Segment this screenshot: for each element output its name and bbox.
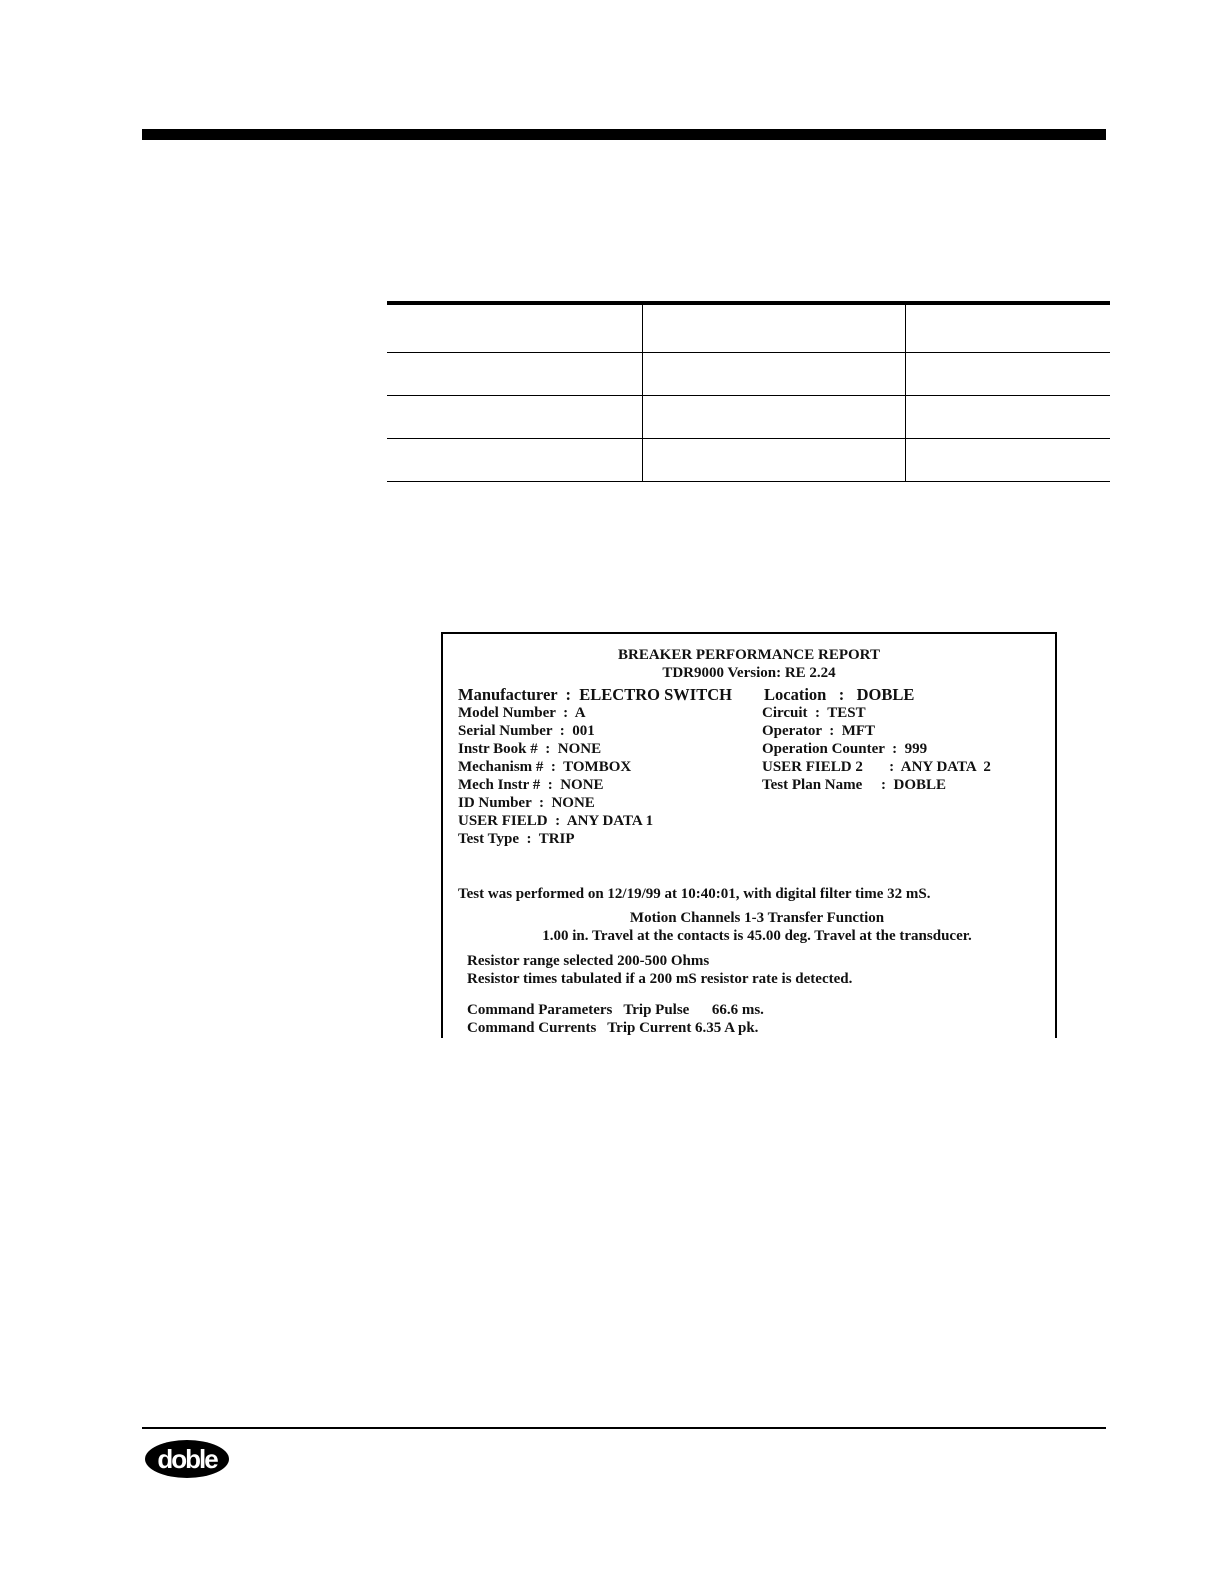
field-model-number: Model Number : A (458, 705, 586, 721)
field-manufacturer: Manufacturer : ELECTRO SWITCH (458, 685, 732, 704)
table-cell (642, 303, 905, 353)
table-cell (642, 396, 905, 439)
resistor-times: Resistor times tabulated if a 200 mS resistor rate is detected. (467, 971, 853, 987)
table-cell (642, 439, 905, 482)
field-instr-book: Instr Book # : NONE (458, 741, 602, 757)
report-title: BREAKER PERFORMANCE REPORT (618, 647, 880, 663)
field-circuit: Circuit : TEST (762, 705, 866, 721)
table-cell (387, 303, 642, 353)
command-parameters: Command Parameters Trip Pulse 66.6 ms. (467, 1002, 764, 1018)
header-rule (142, 129, 1106, 140)
logo-text: doble (157, 1444, 217, 1474)
field-user-field-2: USER FIELD 2 : ANY DATA 2 (762, 759, 991, 775)
field-location: Location : DOBLE (764, 685, 915, 704)
field-mechanism: Mechanism # : TOMBOX (458, 759, 632, 775)
table-cell (905, 439, 1110, 482)
table-row (387, 439, 1110, 482)
field-id-number: ID Number : NONE (458, 795, 595, 811)
field-operation-counter: Operation Counter : 999 (762, 741, 928, 757)
resistor-range: Resistor range selected 200-500 Ohms (467, 953, 710, 969)
doble-logo (144, 1439, 230, 1479)
footer-rule (142, 1427, 1106, 1429)
field-test-plan-name: Test Plan Name : DOBLE (762, 777, 947, 793)
motion-title: Motion Channels 1-3 Transfer Function (629, 910, 885, 926)
table-cell (387, 439, 642, 482)
table-cell (387, 353, 642, 396)
table-cell (642, 353, 905, 396)
field-user-field: USER FIELD : ANY DATA 1 (458, 813, 654, 829)
table-cell (905, 303, 1110, 353)
table-cell (905, 353, 1110, 396)
report-version: TDR9000 Version: RE 2.24 (662, 665, 836, 681)
motion-detail: 1.00 in. Travel at the contacts is 45.00 deg. Travel at the transducer. (542, 928, 972, 944)
table-row (387, 353, 1110, 396)
field-test-type: Test Type : TRIP (458, 831, 575, 847)
breaker-performance-report (441, 632, 1057, 1038)
table-header-row (387, 303, 1110, 353)
field-operator: Operator : MFT (762, 723, 876, 739)
field-mech-instr: Mech Instr # : NONE (458, 777, 604, 793)
table-row (387, 396, 1110, 439)
command-currents: Command Currents Trip Current 6.35 A pk. (467, 1020, 759, 1036)
table-cell (387, 396, 642, 439)
test-performed: Test was performed on 12/19/99 at 10:40:01, with digital filter time 32 mS. (458, 886, 931, 902)
empty-table (387, 301, 1110, 482)
table-cell (905, 396, 1110, 439)
field-serial-number: Serial Number : 001 (458, 723, 595, 739)
